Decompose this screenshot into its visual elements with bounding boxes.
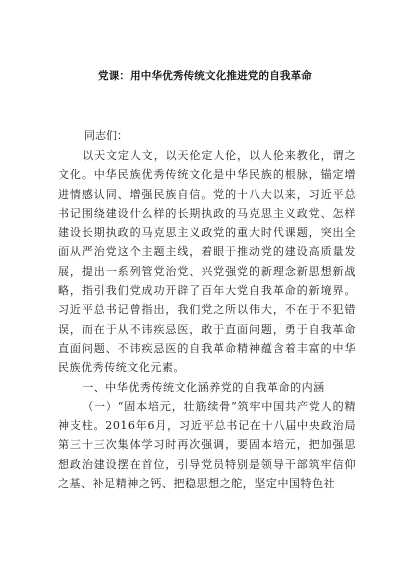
salutation: 同志们：	[84, 129, 128, 142]
section-heading: 一、中华优秀传统文化涵养党的自我革命的内涵	[82, 380, 325, 394]
document-title: 党课：用中华优秀传统文化推进党的自我革命	[98, 70, 312, 82]
paragraph-intro: 以天文定人文，以天伦定人伦，以人伦来教化，谓之文化。中华民族优秀传统文化是中华民族的根脉，锚定增进情感认同、增强民族自信。党的十八大以来，习近平总书记围绕建设什么样的长期执政的马克思主义政党、怎样建设长期执政的马克思主义政党的重大时代课题，突出全面从严治党这个主题主线，着眼于推动党的建设高质量发展，提出一系列管党治党、兴党强党的新理念新思想新战略，指引我们党成功开辟了百年大党自我革命的新境界。习近平总书记曾指出，我们党之所以伟大，不在于不犯错误，而在于从不讳疾忌医，敢于直面问题，勇于自我革命直面问题、不讳疾忌医的自我革命精神蕴含着丰富的中华民族优秀传统文化元素。	[58, 149, 356, 375]
document-body	[58, 146, 356, 493]
paragraph-subsection-1: （一）“固本培元，壮筋续骨”筑牢中国共产党人的精神支柱。2016年6月，习近平总书记在十八届中央政治局第三十三次集体学习时再次强调，要固本培元，把加强思想政治建设摆在首位，引导党员特别是领导干部筑牢信仰之基、补足精神之钙、把稳思想之舵，坚定中国特色社	[58, 399, 356, 491]
